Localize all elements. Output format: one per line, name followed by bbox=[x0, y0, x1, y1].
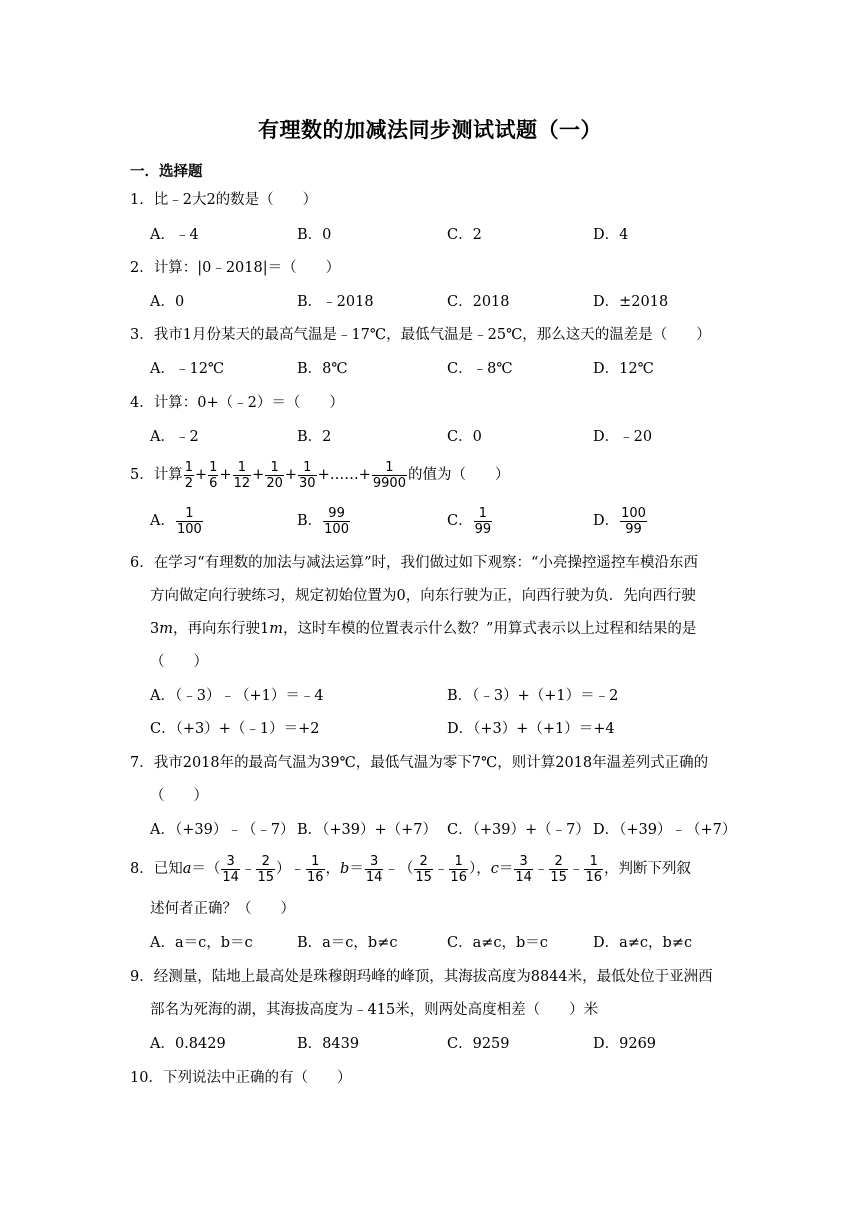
q3-option-b: B．8℃ bbox=[297, 361, 348, 377]
q7-option-d: D．（+39）﹣（+7） bbox=[593, 822, 737, 838]
q5-ellipsis: +……+ bbox=[317, 467, 371, 483]
q7-option-a: A．（+39）﹣（﹣7） bbox=[150, 822, 295, 838]
fraction: $\frac{1}{16}$ bbox=[585, 853, 602, 885]
fraction: $\frac{1}{20}$ bbox=[266, 459, 283, 491]
q2-option-b: B．﹣2018 bbox=[297, 294, 374, 310]
q4-option-a: A．﹣2 bbox=[150, 429, 199, 445]
question-8-line-2: 述何者正确？（ ） bbox=[150, 901, 295, 917]
page-title: 有理数的加减法同步测试试题（一） bbox=[258, 117, 602, 142]
q7-option-c: C．（+39）+（﹣7） bbox=[447, 822, 590, 838]
fraction: $\frac{3}{14}$ bbox=[515, 853, 532, 885]
fraction: $\frac{1}{6}$ bbox=[209, 459, 218, 491]
fraction: $\frac{100}{99}$ bbox=[621, 505, 646, 537]
fraction: $\frac{1}{100}$ bbox=[176, 505, 202, 537]
q5-option-d: D． $\frac{100}{99}$ bbox=[593, 505, 646, 537]
fraction: $\frac{99}{100}$ bbox=[324, 505, 349, 537]
q4-option-d: D．﹣20 bbox=[593, 429, 653, 445]
question-6-line-1: 6．在学习“有理数的加法与减法运算”时，我们做过如下观察：“小亮操控遥控车模沿东西 bbox=[130, 555, 698, 571]
q5-option-c: C． $\frac{1}{99}$ bbox=[447, 505, 492, 537]
question-9-line-2: 部名为死海的湖，其海拔高度为﹣415米，则两处高度相差（ ）米 bbox=[150, 1002, 599, 1018]
fraction: $\frac{2}{15}$ bbox=[257, 853, 274, 885]
q3-option-a: A．﹣12℃ bbox=[150, 361, 225, 377]
q4-option-c: C．0 bbox=[447, 429, 482, 445]
q9-option-a: A．0.8429 bbox=[150, 1036, 226, 1052]
question-9-line-1: 9．经测量，陆地上最高处是珠穆朗玛峰的峰顶，其海拔高度为8844米，最低处位于亚洲西 bbox=[130, 969, 713, 985]
question-1: 1．比﹣2大2的数是（ ） bbox=[130, 192, 318, 208]
q9-option-b: B．8439 bbox=[297, 1036, 360, 1052]
fraction: $\frac{1}{2}$ bbox=[184, 459, 194, 491]
q6-option-a: A．（﹣3）﹣（+1）＝﹣4 bbox=[150, 688, 324, 704]
q2-option-c: C．2018 bbox=[447, 294, 510, 310]
q1-option-c: C．2 bbox=[447, 227, 482, 243]
section-heading: 一．选择题 bbox=[130, 163, 203, 180]
fraction: $\frac{1}{9900}$ bbox=[372, 459, 406, 491]
q4-option-b: B．2 bbox=[297, 429, 332, 445]
fraction: $\frac{3}{14}$ bbox=[365, 853, 383, 885]
question-3: 3．我市1月份某天的最高气温是﹣17℃，最低气温是﹣25℃，那么这天的温差是（ ） bbox=[130, 327, 711, 343]
q2-option-d: D．±2018 bbox=[593, 294, 669, 310]
q8-option-c: C．a≠c，b＝c bbox=[447, 935, 548, 951]
question-2: 2．计算：|0﹣2018|＝（ ） bbox=[130, 260, 341, 276]
q3-option-d: D．12℃ bbox=[593, 361, 654, 377]
question-7-line-1: 7．我市2018年的最高气温为39℃，最低气温为零下7℃，则计算2018年温差列式正确的 bbox=[130, 755, 709, 771]
q6-option-b: B．（﹣3）+（+1）＝﹣2 bbox=[447, 688, 619, 704]
q3-option-c: C．﹣8℃ bbox=[447, 361, 513, 377]
fraction: $\frac{1}{16}$ bbox=[450, 853, 467, 885]
question-4: 4．计算：0+（﹣2）＝（ ） bbox=[130, 395, 344, 411]
question-8-line-1: 8．已知a＝（ $\frac{3}{14}$ ﹣ $\frac{2}{15}$ ）﹣ $\frac{1}{16}$ ，b＝ $\frac{3}{14}$ ﹣（ $\frac{2}{15}$ ﹣ $\frac{1}{16}$ ），c＝ $\frac{3}{14}$ ﹣ $\frac{2}{15}$ ﹣ $\frac{1}{16}$ ，判断下列叙 bbox=[130, 853, 691, 885]
fraction: $\frac{1}{16}$ bbox=[306, 853, 324, 885]
q9-option-c: C．9259 bbox=[447, 1036, 510, 1052]
q8-option-b: B．a＝c，b≠c bbox=[297, 935, 398, 951]
q7-option-b: B．（+39）+（+7） bbox=[297, 822, 438, 838]
q1-option-a: A．﹣4 bbox=[150, 227, 199, 243]
q5-suffix: 的值为（ ） bbox=[407, 467, 510, 483]
q5-prefix: 5．计算 bbox=[130, 467, 183, 483]
q6-option-c: C．（+3）+（﹣1）＝+2 bbox=[150, 721, 320, 737]
question-6-line-3: 3m，再向东行驶1m，这时车模的位置表示什么数？”用算式表示以上过程和结果的是 bbox=[150, 621, 697, 637]
q5-option-b: B． $\frac{99}{100}$ bbox=[297, 505, 349, 537]
question-6-line-2: 方向做定向行驶练习，规定初始位置为0，向东行驶为正，向西行驶为负．先向西行驶 bbox=[150, 588, 696, 604]
q8-option-a: A．a＝c，b＝c bbox=[150, 935, 253, 951]
q2-option-a: A．0 bbox=[150, 294, 185, 310]
question-10: 10．下列说法中正确的有（ ） bbox=[130, 1070, 352, 1086]
fraction: $\frac{1}{12}$ bbox=[233, 459, 251, 491]
fraction: $\frac{1}{99}$ bbox=[474, 505, 492, 537]
question-5: 5．计算 $\frac{1}{2}$ + $\frac{1}{6}$ + $\frac{1}{12}$ + $\frac{1}{20}$ + $\frac{1}{30}$ +……+ $\frac{1}{9900}$ 的值为（ ） bbox=[130, 459, 510, 491]
q6-option-d: D．（+3）+（+1）＝+4 bbox=[447, 721, 615, 737]
fraction: $\frac{2}{15}$ bbox=[550, 853, 567, 885]
question-7-line-2: （ ） bbox=[150, 788, 208, 804]
q8-option-d: D．a≠c，b≠c bbox=[593, 935, 693, 951]
question-6-line-4: （ ） bbox=[150, 654, 208, 670]
q1-option-d: D．4 bbox=[593, 227, 629, 243]
q1-option-b: B．0 bbox=[297, 227, 332, 243]
fraction: $\frac{1}{30}$ bbox=[299, 459, 316, 491]
fraction: $\frac{2}{15}$ bbox=[415, 853, 432, 885]
fraction: $\frac{3}{14}$ bbox=[222, 853, 239, 885]
q9-option-d: D．9269 bbox=[593, 1036, 657, 1052]
q5-option-a: A． $\frac{1}{100}$ bbox=[150, 505, 202, 537]
